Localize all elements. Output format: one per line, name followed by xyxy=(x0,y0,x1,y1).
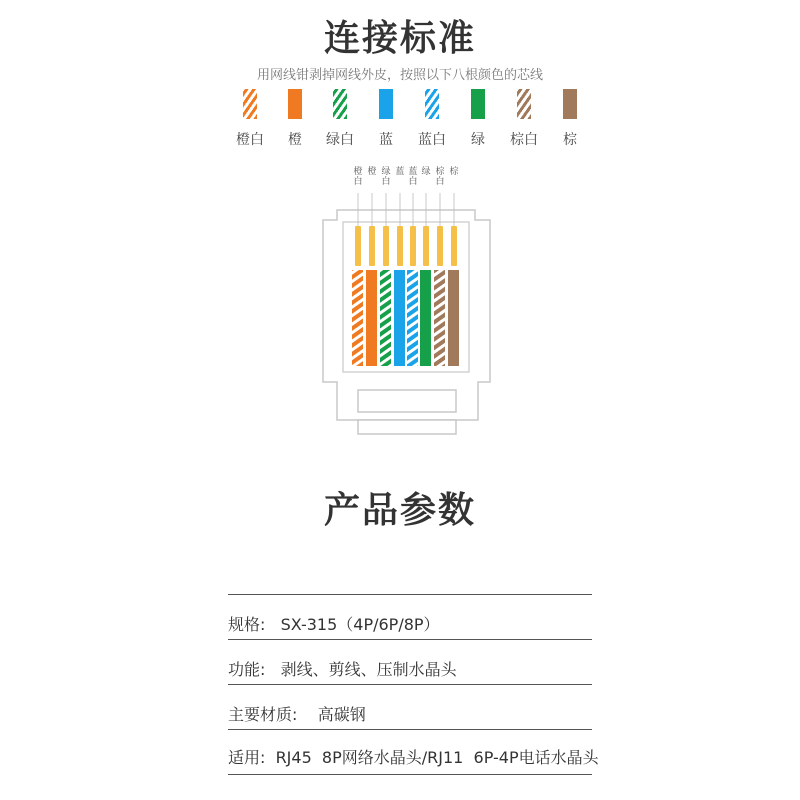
connector-latch xyxy=(358,390,456,412)
gold-contact-pin xyxy=(423,226,429,266)
wiring-instruction: 用网线钳剥掉网线外皮，按照以下八根颜色的芯线 xyxy=(256,68,543,83)
pin-label: 橙 xyxy=(367,167,377,177)
wiring-title: 连接标准 xyxy=(323,18,476,59)
color-swatch-label: 绿 xyxy=(471,132,485,148)
gold-contact-pin xyxy=(437,226,443,266)
color-swatch-label: 橙白 xyxy=(236,132,264,148)
wire-2 xyxy=(366,270,377,366)
spec-row-compatibility: 适用: RJ45 8P网络水晶头/RJ11 6P-4P电话水晶头 xyxy=(228,748,599,767)
spec-row-model: 规格: SX-315（4P/6P/8P） xyxy=(228,615,440,634)
pin-label: 橙 白 xyxy=(353,167,363,187)
color-swatch-label: 蓝白 xyxy=(418,132,446,148)
connector-latch-bottom xyxy=(358,420,456,434)
color-swatch-label: 橙 xyxy=(288,132,302,148)
spec-divider xyxy=(228,594,592,595)
spec-row-material: 主要材质: 高碳钢 xyxy=(228,705,366,724)
spec-divider xyxy=(228,639,592,640)
params-title: 产品参数 xyxy=(323,490,476,531)
color-swatch-label: 绿白 xyxy=(326,132,354,148)
pin-label: 绿 白 xyxy=(381,167,391,187)
gold-contact-pin xyxy=(383,226,389,266)
color-swatch-label: 蓝 xyxy=(379,132,393,148)
gold-contact-pin xyxy=(397,226,403,266)
pin-label: 蓝 xyxy=(395,167,405,177)
wire-7 xyxy=(434,270,445,366)
wire-3 xyxy=(380,270,391,366)
gold-contact-pin xyxy=(451,226,457,266)
wire-4 xyxy=(394,270,405,366)
gold-contact-pin xyxy=(355,226,361,266)
wire-1 xyxy=(352,270,363,366)
color-swatch-label: 棕白 xyxy=(510,132,538,148)
spec-divider xyxy=(228,684,592,685)
gold-contact-pin xyxy=(410,226,416,266)
wire-5 xyxy=(407,270,418,366)
wire-6 xyxy=(420,270,431,366)
spec-divider xyxy=(228,729,592,730)
gold-contact-pin xyxy=(369,226,375,266)
color-swatch-label: 棕 xyxy=(563,132,577,148)
pin-label: 棕 白 xyxy=(435,167,445,187)
wire-8 xyxy=(448,270,459,366)
pin-label: 绿 xyxy=(421,167,431,177)
spec-divider xyxy=(228,774,592,775)
pin-label: 蓝 白 xyxy=(408,167,418,187)
pin-label: 棕 xyxy=(449,167,459,177)
spec-row-function: 功能: 剥线、剪线、压制水晶头 xyxy=(228,660,457,679)
